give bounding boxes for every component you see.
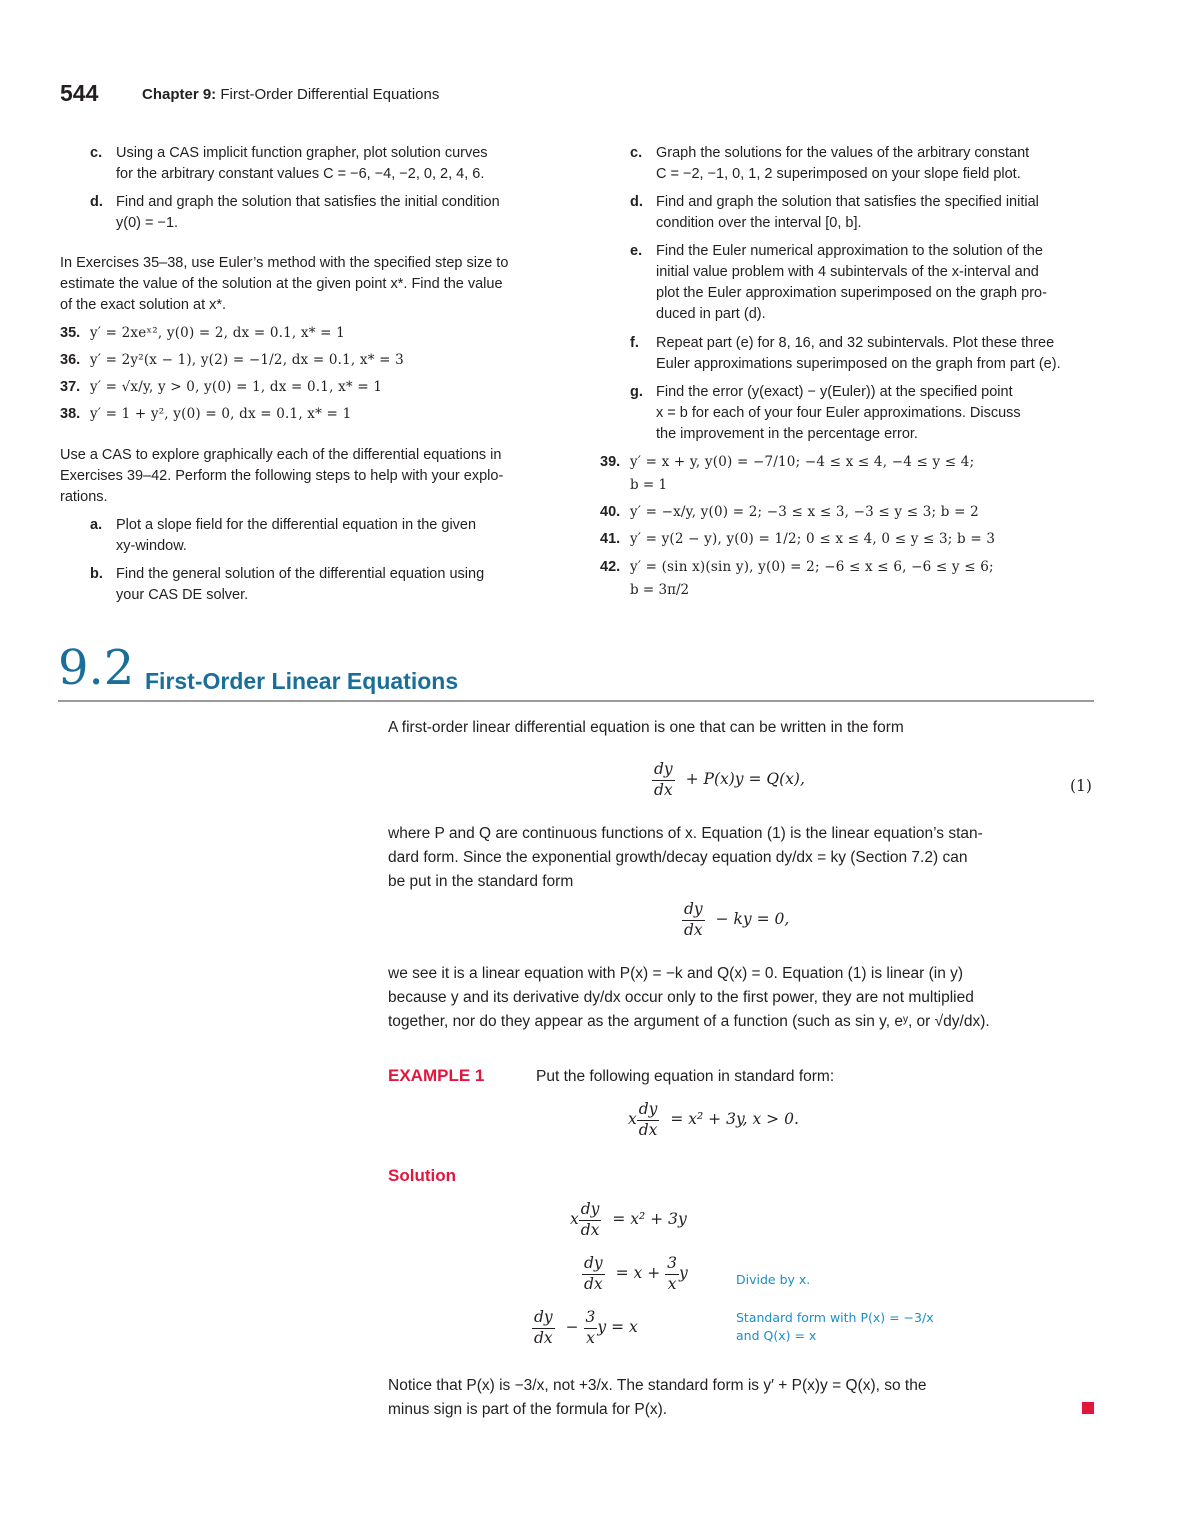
- exercise-equation: y′ = √x/y, y > 0, y(0) = 1, dx = 0.1, x* = 1: [90, 379, 383, 395]
- part-line: your CAS DE solver.: [116, 587, 249, 603]
- equation-1: [652, 762, 805, 798]
- exercise-42-cont: b = 3π/2: [630, 582, 690, 598]
- exercise-number: 39.: [600, 454, 621, 470]
- numerator: 3: [584, 1310, 598, 1329]
- section-divider: [58, 700, 1094, 702]
- euler-intro: [60, 253, 560, 316]
- part-line: duced in part (d).: [656, 306, 766, 322]
- exercise-number: 41.: [600, 531, 621, 547]
- margin-note-divide: [736, 1271, 810, 1289]
- closing-paragraph: [388, 1374, 1094, 1422]
- denominator: dx: [580, 1220, 600, 1239]
- para-line: Notice that P(x) is −3/x, not +3/x. The standard form is y′ + P(x)y = Q(x), so the: [388, 1377, 927, 1394]
- exercise-number: 36.: [60, 352, 81, 368]
- exercise-39: [600, 452, 974, 473]
- intro-line: Exercises 39–42. Perform the following steps to help with your explo-: [60, 468, 504, 484]
- fraction: [584, 1310, 598, 1346]
- numerator: dy: [579, 1202, 602, 1221]
- fraction: [579, 1202, 602, 1238]
- para-line: we see it is a linear equation with P(x) = −k and Q(x) = 0. Equation (1) is linear (in y): [388, 965, 964, 982]
- numerator: dy: [532, 1310, 555, 1329]
- denominator: x: [667, 1274, 677, 1293]
- part-label: e.: [630, 243, 643, 259]
- solution-step-2: [582, 1256, 688, 1292]
- fraction: [532, 1310, 555, 1346]
- note-line: Standard form with P(x) = −3/x: [736, 1310, 934, 1325]
- paragraph-2: [388, 822, 1094, 894]
- exercise-37: [60, 377, 382, 398]
- part-label: c.: [630, 145, 643, 161]
- eq-pre: x: [570, 1210, 579, 1228]
- solution-step-3: [532, 1310, 638, 1346]
- para-line: where P and Q are continuous functions of x. Equation (1) is the linear equation’s stan-: [388, 825, 983, 842]
- equation-number: (1): [1070, 777, 1092, 795]
- example-label: EXAMPLE 1: [388, 1066, 485, 1085]
- running-head: [142, 86, 439, 103]
- solution-label: Solution: [388, 1166, 456, 1185]
- para-line: dard form. Since the exponential growth/decay equation dy/dx = ky (Section 7.2) can: [388, 849, 968, 866]
- part-label: c.: [90, 145, 103, 161]
- part-line: xy-window.: [116, 538, 187, 554]
- denominator: dx: [584, 1274, 603, 1293]
- note-line: and Q(x) = x: [736, 1328, 817, 1343]
- example-equation: [628, 1102, 799, 1138]
- intro-text: A first-order linear differential equation is one that can be written in the form: [388, 719, 904, 736]
- exercise-41: [600, 529, 995, 550]
- intro-paragraph: [388, 716, 1094, 740]
- exercise-40: [600, 502, 979, 523]
- equation-rest: y = x: [597, 1318, 638, 1336]
- exercise-equation: y′ = 1 + y², y(0) = 0, dx = 0.1, x* = 1: [90, 406, 352, 422]
- fraction: [582, 1256, 605, 1292]
- part-line: initial value problem with 4 subintervals of the x-interval and: [656, 264, 1039, 280]
- eq-pre: x: [628, 1110, 637, 1128]
- part-line: condition over the interval [0, b].: [656, 215, 862, 231]
- part-line: Find the general solution of the differential equation using: [116, 566, 485, 582]
- part-line: Graph the solutions for the values of the arbitrary constant: [656, 145, 1030, 161]
- part-line: x = b for each of your four Euler approximations. Discuss: [656, 405, 1021, 421]
- part-line: for the arbitrary constant values C = −6, −4, −2, 0, 2, 4, 6.: [116, 166, 485, 182]
- solution-step-1: [570, 1202, 687, 1238]
- exercise-equation: y′ = y(2 − y), y(0) = 1/2; 0 ≤ x ≤ 4, 0 ≤ y ≤ 3; b = 3: [630, 531, 996, 547]
- exercise-35: [60, 323, 345, 344]
- part-line: Repeat part (e) for 8, 16, and 32 subintervals. Plot these three: [656, 335, 1055, 351]
- denominator: dx: [684, 920, 703, 939]
- exercise-36: [60, 350, 404, 371]
- para-line: be put in the standard form: [388, 873, 574, 890]
- intro-line: rations.: [60, 489, 108, 505]
- numerator: dy: [652, 762, 675, 781]
- note-line: Divide by x.: [736, 1272, 811, 1287]
- exercise-equation: y′ = 2y²(x − 1), y(2) = −1/2, dx = 0.1, x* = 3: [90, 352, 404, 368]
- numerator: dy: [682, 902, 705, 921]
- numerator: 3: [665, 1256, 679, 1275]
- exercise-equation: y′ = x + y, y(0) = −7/10; −4 ≤ x ≤ 4, −4 ≤ y ≤ 4;: [630, 454, 975, 470]
- fraction: [665, 1256, 679, 1292]
- part-label: f.: [630, 335, 639, 351]
- numerator: dy: [582, 1256, 605, 1275]
- fraction: [637, 1102, 660, 1138]
- exercise-number: 40.: [600, 504, 621, 520]
- part-line: the improvement in the percentage error.: [656, 426, 918, 442]
- part-line: Find and graph the solution that satisfies the initial condition: [116, 194, 500, 210]
- equation-rest: + P(x)y = Q(x),: [685, 770, 805, 788]
- part-line: Find the Euler numerical approximation to the solution of the: [656, 243, 1043, 259]
- equation-rest: = x² + 3y, x > 0.: [670, 1110, 799, 1128]
- chapter-title: First-Order Differential Equations: [220, 86, 440, 103]
- part-label: g.: [630, 384, 643, 400]
- equation-rest: − ky = 0,: [715, 910, 790, 928]
- exercise-number: 35.: [60, 325, 81, 341]
- equation-rest: −: [565, 1318, 584, 1336]
- part-label: a.: [90, 517, 103, 533]
- exercise-38: [60, 404, 351, 425]
- part-label: d.: [90, 194, 103, 210]
- fraction: [652, 762, 675, 798]
- equation-rest: = x² + 3y: [612, 1210, 687, 1228]
- part-line: Using a CAS implicit function grapher, plot solution curves: [116, 145, 488, 161]
- section-number: 9.2: [58, 640, 135, 696]
- intro-line: Use a CAS to explore graphically each of the differential equations in: [60, 447, 502, 463]
- paragraph-3: [388, 962, 1094, 1034]
- example-text: Put the following equation in standard form:: [536, 1068, 835, 1085]
- part-line: Euler approximations superimposed on the graph from part (e).: [656, 356, 1061, 372]
- part-line: Find the error (y(exact) − y(Euler)) at the specified point: [656, 384, 1013, 400]
- exercise-equation: y′ = (sin x)(sin y), y(0) = 2; −6 ≤ x ≤ 6, −6 ≤ y ≤ 6;: [630, 559, 994, 575]
- end-of-example-marker: [1082, 1402, 1094, 1414]
- exercise-number: 38.: [60, 406, 81, 422]
- numerator: dy: [637, 1102, 660, 1121]
- denominator: dx: [534, 1328, 553, 1347]
- equation-rest: y: [679, 1264, 688, 1282]
- part-line: Find and graph the solution that satisfies the specified initial: [656, 194, 1039, 210]
- section-title: First-Order Linear Equations: [145, 668, 459, 694]
- fraction: [682, 902, 705, 938]
- part-line: y(0) = −1.: [116, 215, 179, 231]
- part-line: plot the Euler approximation superimposed on the graph pro-: [656, 285, 1047, 301]
- part-line: C = −2, −1, 0, 1, 2 superimposed on your slope field plot.: [656, 166, 1021, 182]
- exercise-39-cont: b = 1: [630, 477, 668, 493]
- page-number: 544: [60, 80, 99, 106]
- para-line: together, nor do they appear as the argument of a function (such as sin y, eʸ, or √dy/dx).: [388, 1013, 990, 1030]
- intro-line: of the exact solution at x*.: [60, 297, 227, 313]
- denominator: x: [586, 1328, 595, 1347]
- para-line: because y and its derivative dy/dx occur only to the first power, they are not multiplied: [388, 989, 974, 1006]
- equation-2: [682, 902, 789, 938]
- intro-line: estimate the value of the solution at the given point x*. Find the value: [60, 276, 503, 292]
- cas-intro: [60, 445, 560, 508]
- exercise-number: 37.: [60, 379, 81, 395]
- exercise-42: [600, 557, 994, 578]
- denominator: dx: [638, 1120, 658, 1139]
- exercise-equation: y′ = −x/y, y(0) = 2; −3 ≤ x ≤ 3, −3 ≤ y ≤ 3; b = 2: [630, 504, 979, 520]
- equation-rest: = x +: [615, 1264, 666, 1282]
- denominator: dx: [654, 780, 673, 799]
- part-label: d.: [630, 194, 643, 210]
- exercise-equation: y′ = 2xeˣ², y(0) = 2, dx = 0.1, x* = 1: [90, 325, 345, 341]
- part-label: b.: [90, 566, 103, 582]
- chapter-label: Chapter 9:: [142, 86, 217, 103]
- intro-line: In Exercises 35–38, use Euler’s method with the specified step size to: [60, 255, 509, 271]
- margin-note-standard-form: [736, 1309, 934, 1345]
- exercise-number: 42.: [600, 559, 621, 575]
- para-line: minus sign is part of the formula for P(x).: [388, 1401, 668, 1418]
- part-line: Plot a slope field for the differential equation in the given: [116, 517, 477, 533]
